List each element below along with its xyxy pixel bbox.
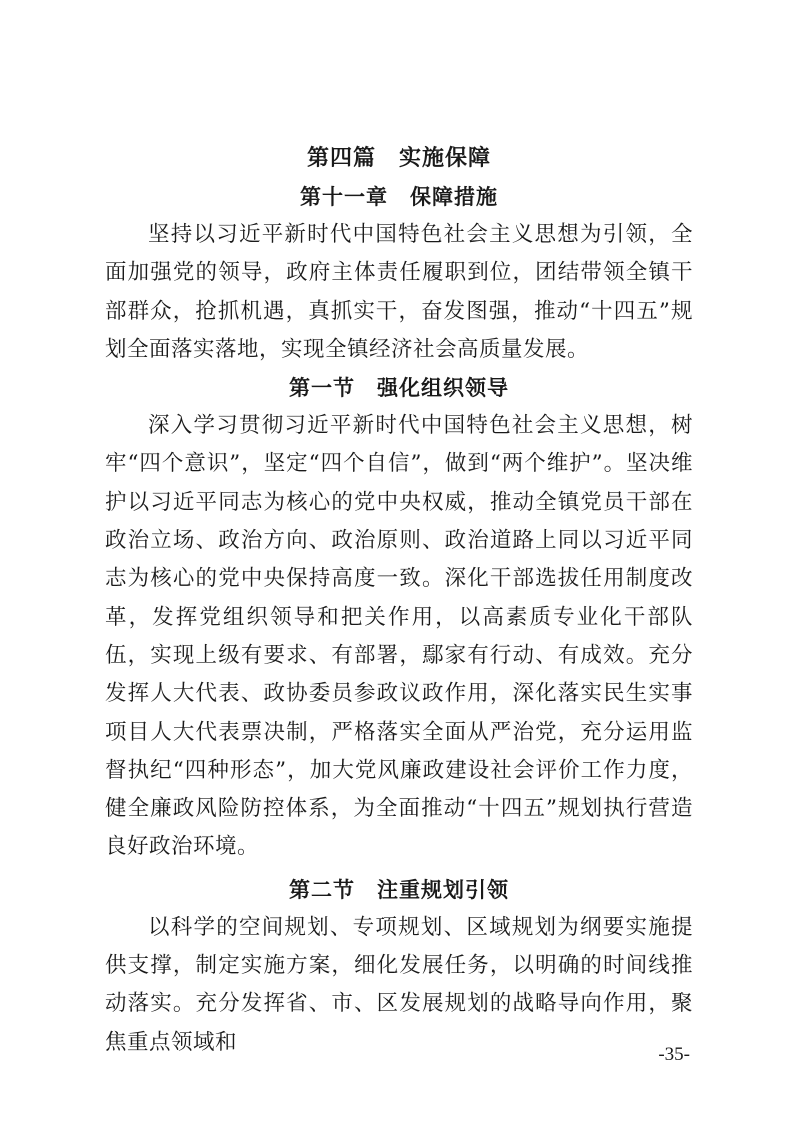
part-title: 第四篇 实施保障 bbox=[306, 146, 491, 171]
section-title-1: 第一节 强化组织领导 bbox=[289, 375, 509, 401]
section-paragraph-1: 深入学习贯彻习近平新时代中国特色社会主义思想，树牢“四个意识”，坚定“四个自信”，做到“两个维护”。坚决维护以习近平同志为核心的党中央权威，推动全镇党员干部在政治立场、政治方向、政治原则、政治道路上同以习近平同志为核心的党中央保持高度一致。深化干部选拔任用制度改革，发挥党组织领导和把关作用，以高素质专业化干部队伍，实现上级有要求、有部署，鄢家有行动、有成效。充分发挥人大代表、政协委员参政议政作用，深化落实民生实事项目人大代表票决制，严格落实全面从严治党，充分运用监督执纪“四种形态”，加大党风廉政建设社会评价工作力度，健全廉政风险防控体系，为全面推动“十四五”规划执行营造良好政治环境。 bbox=[105, 413, 693, 860]
section-title-2: 第二节 注重规划引领 bbox=[289, 876, 509, 902]
intro-paragraph: 坚持以习近平新时代中国特色社会主义思想为引领，全面加强党的领导，政府主体责任履职到位，团结带领全镇干部群众，抢抓机遇，真抓实干，奋发图强，推动“十四五”规划全面落实落地，实现全镇经济社会高质量发展。 bbox=[105, 222, 693, 362]
section-paragraph-2: 以科学的空间规划、专项规划、区域规划为纲要实施提供支撑，制定实施方案，细化发展任务，以明确的时间线推动落实。充分发挥省、市、区发展规划的战略导向作用，聚焦重点领域和 bbox=[105, 914, 693, 1055]
chapter-title: 第十一章 保障措施 bbox=[300, 184, 498, 209]
document-page bbox=[105, 140, 693, 1062]
page-number: -35- bbox=[658, 1044, 690, 1065]
